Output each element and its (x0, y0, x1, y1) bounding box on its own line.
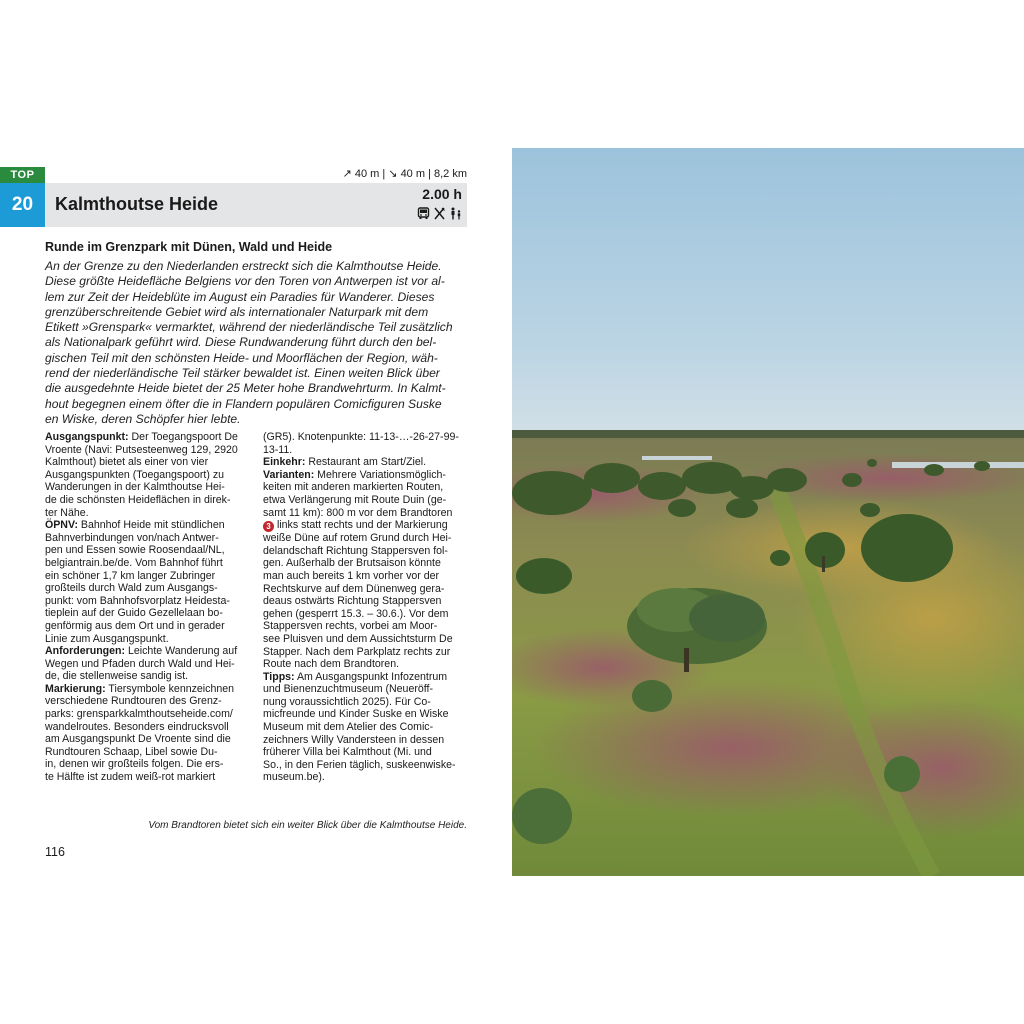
page-number: 116 (45, 845, 65, 859)
info-text: Wegen und Pfaden durch Wald und Hei- (45, 657, 235, 670)
info-text: de, die stellenweise sandig ist. (45, 670, 189, 683)
info-text: Leichte Wanderung auf (125, 645, 238, 658)
info-text: pen und Essen sowie Roosendaal/NL, (45, 544, 225, 557)
info-text: Bahnhof Heide mit stündlichen (77, 519, 225, 532)
intro-line: lem zur Zeit der Heideblüte im August ein Paradies für Wanderer. Dieses (45, 289, 435, 304)
info-label: Markierung: (45, 682, 106, 695)
info-text: in, denen wir großteils folgen. Die ers- (45, 758, 224, 771)
bus-icon (417, 207, 430, 220)
intro-line: gischen Teil mit den schönsten Heide- und Moorflächen der Region, wäh- (45, 350, 438, 365)
info-text: (GR5). Knotenpunkte: 11-13-…-26-27-99- (263, 431, 459, 443)
info-text: museum.be). (263, 771, 325, 784)
info-text: tieplein auf der Guido Gezellelaan bo- (45, 607, 223, 620)
info-anforderungen (45, 645, 251, 683)
info-text: Mehrere Variationsmöglich- (314, 468, 446, 481)
info-text: Restaurant am Start/Ziel. (305, 456, 427, 469)
info-text: genförmig aus dem Ort und in gerader (45, 619, 225, 632)
info-text: und Bienenzuchtmuseum (Neueröff- (263, 683, 433, 696)
info-column-left (45, 431, 251, 784)
info-text: Tiersymbole kennzeichnen (105, 682, 235, 695)
info-text: am Ausgangspunkt De Vroente sind die (45, 733, 231, 746)
info-text: Wanderungen in der Kalmthoutse Hei- (45, 481, 225, 494)
info-text: nung voraussichtlich 2025). Für Co- (263, 695, 431, 708)
info-ausgangspunkt (45, 431, 251, 519)
info-text: Vroente (Navi: Putsesteenweg 129, 2920 (45, 443, 238, 456)
info-text: micfreunde und Kinder Suske en Wiske (263, 708, 449, 721)
info-text: te Hälfte ist zudem weiß-rot markiert (45, 771, 216, 784)
info-label: Tipps: (263, 670, 295, 683)
duration: 2.00 h (422, 186, 462, 202)
info-text: verschiedene Rundtouren des Grenz- (45, 695, 222, 708)
family-icon (449, 207, 463, 220)
info-label: ÖPNV: (45, 519, 78, 532)
info-text: Rundtouren Schaap, Libel sowie Du- (45, 745, 218, 758)
info-text: Linie zum Ausgangspunkt. (45, 632, 169, 645)
intro-line: An der Grenze zu den Niederlanden erstreckt sich die Kalmthoutse Heide. (45, 259, 442, 273)
info-text: Museum mit dem Atelier des Comic- (263, 721, 434, 734)
intro-line: grenzüberschreitende Gebiet wird als internationaler Naturpark mit dem (45, 304, 429, 319)
info-label: Ausgangspunkt: (45, 431, 129, 443)
info-text: 13-11. (263, 443, 293, 456)
intro-line: en Wiske, deren Schöpfer hier lebte. (45, 411, 241, 426)
info-text: links statt rechts und der Markierung (274, 519, 448, 532)
info-text: deaus ostwärts Richtung Stappersven (263, 595, 442, 608)
info-text: So., in den Ferien täglich, suskeenwiske- (263, 758, 456, 771)
top-badge: TOP (0, 167, 45, 183)
info-text: wandelroutes. Besonders eindrucksvoll (45, 720, 229, 733)
intro-line: rend der niederländische Teil stärker bewaldet ist. Einen weiten Blick über (45, 366, 440, 381)
info-text: Ausgangspunkten (Toegangspoort) zu (45, 468, 225, 481)
waypoint-marker: 3 (263, 521, 274, 532)
info-text: gehen (gesperrt 15.3. – 30.6.). Vor dem (263, 607, 449, 620)
info-text: Am Ausgangspunkt Infozentrum (294, 670, 448, 683)
info-text: Route nach dem Brandtoren. (263, 658, 400, 671)
info-text: ter Nähe. (45, 506, 89, 519)
info-text: etwa Verlängerung mit Route Duin (ge- (263, 493, 447, 506)
title-bar (45, 183, 467, 227)
info-text: de die schönsten Heideflächen in direk- (45, 493, 231, 506)
info-einkehr (263, 456, 469, 469)
intro-line: als Nationalpark geführt wird. Diese Rundwanderung führt durch den bel- (45, 335, 437, 350)
info-text: Der Toegangspoort De (128, 431, 238, 443)
restaurant-icon (433, 207, 446, 220)
info-label: Einkehr: (263, 456, 306, 469)
info-column-right (263, 431, 469, 784)
info-text: Rechtskurve auf dem Dünenweg gera- (263, 582, 445, 595)
info-text: großteils durch Wald zum Ausgangs- (45, 582, 218, 595)
info-text: see Pluisven und dem Aussichtsturm De (263, 632, 453, 645)
info-text: Stapper. Nach dem Parkplatz rechts zur (263, 645, 451, 658)
info-text: gen. Außerhalb der Brutsaison könnte (263, 557, 441, 570)
info-text: samt 11 km): 800 m vor dem Brandtoren (263, 506, 453, 519)
intro-paragraph (45, 259, 469, 427)
info-text: punkt: vom Bahnhofsvorplatz Heidesta- (45, 594, 230, 607)
info-text: parks: grensparkkalmthoutseheide.com/ (45, 708, 233, 721)
info-varianten (263, 469, 469, 671)
info-text: keiten mit anderen markierten Routen, (263, 481, 444, 494)
route-stats: ↗ 40 m | ↘ 40 m | 8,2 km (342, 168, 467, 180)
info-tipps (263, 671, 469, 784)
info-oepnv (45, 519, 251, 645)
tour-number-badge: 20 (0, 183, 45, 227)
info-text: Kalmthout) bietet als einer von vier (45, 456, 209, 469)
info-text: delandschaft Richtung Stappersven fol- (263, 544, 448, 557)
section-subtitle: Runde im Grenzpark mit Dünen, Wald und Heide (45, 240, 333, 254)
intro-line: Etikett »Grenspark« vermarktet, während der niederländische Teil zusätzlich (45, 320, 453, 335)
info-markierung (45, 683, 251, 784)
info-text: früherer Villa bei Kalmthout (Mi. und (263, 746, 432, 759)
info-text: Stappersven rechts, vorbei am Moor- (263, 620, 438, 633)
info-text: ein schöner 1,7 km langer Zubringer (45, 569, 216, 582)
photo-caption: Vom Brandtoren bietet sich ein weiter Blick über die Kalmthoutse Heide. (148, 820, 467, 831)
intro-line: hout begegnen einem öfter die in Flandern populären Comicfiguren Suske (45, 396, 442, 411)
landscape-photo (512, 148, 1024, 876)
info-label: Anforderungen: (45, 645, 126, 658)
page-title: Kalmthoutse Heide (55, 194, 219, 214)
intro-line: die ausgedehnte Heide bietet der 25 Meter hohe Brandwehrturm. In Kalmt- (45, 381, 446, 396)
info-text: Bahnverbindungen von/nach Antwer- (45, 531, 219, 544)
tour-icons (417, 207, 463, 220)
intro-line: Diese größte Heidefläche Belgiens vor den Toren von Antwerpen ist vor al- (45, 274, 445, 289)
info-text: zeichners Willy Vandersteen in dessen (263, 733, 445, 746)
info-label: Varianten: (263, 468, 315, 481)
info-text: belgiantrain.be/de. Vom Bahnhof führt (45, 556, 223, 569)
info-text: man auch bereits 1 km vorher vor der (263, 569, 440, 582)
info-text: weiße Düne auf rotem Grund durch Hei- (263, 532, 452, 545)
